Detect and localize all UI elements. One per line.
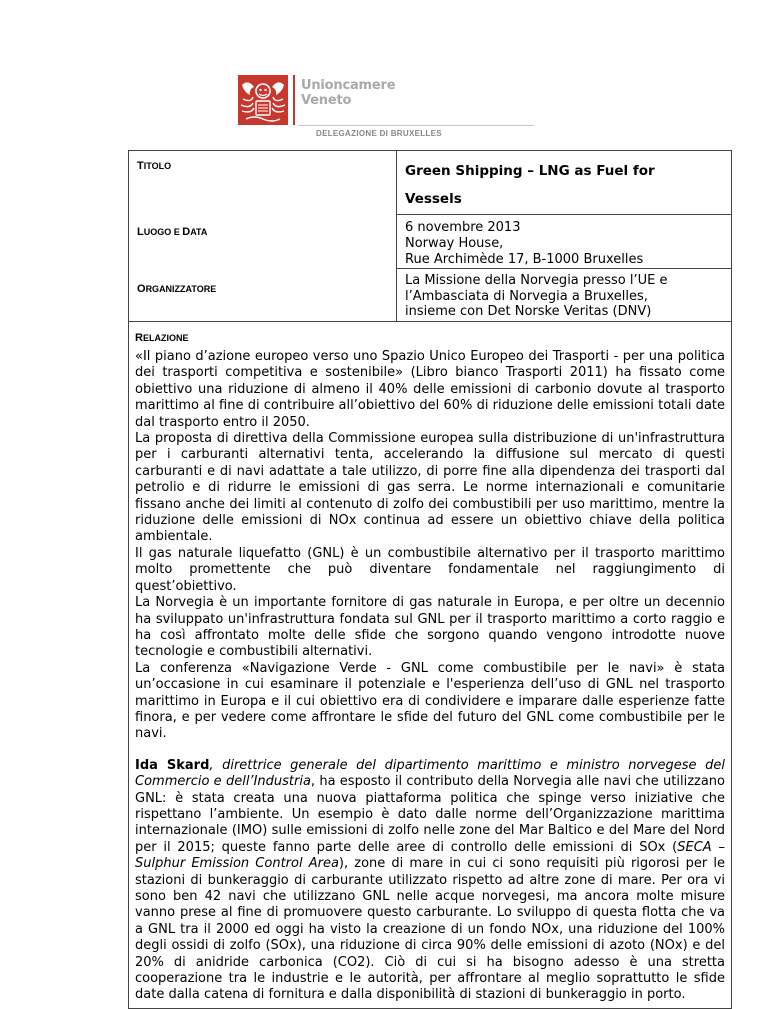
label-organizzatore: ORGANIZZATORE (137, 283, 217, 295)
seca-term: SECA – Sulphur Emission Control Area (135, 839, 725, 872)
brand-line-2: Veneto (301, 93, 352, 108)
paragraph-5: La conferenza «Navigazione Verde - GNL come combustibile per le navi» è stata un’occasione in cui esaminare il potenziale e l'esperienza dell’uso di GNL nel trasporto marittimo in Europa e il cui obiettivo era di condividere e imparare dalle esperienze fatte finora, e per vedere come affrontare le sfide del futuro del GNL come combustibile per le navi. (135, 660, 725, 742)
paragraph-1: «Il piano d’azione europeo verso uno Spazio Unico Europeo dei Trasporti - per una politica dei trasporti competitiva e sostenibile» (Libro bianco Trasporti 2011) ha fissato come obiettivo una riduzione di almeno il 40% delle emissioni di carbonio dovute al trasporto marittimo al fine di contribuire all’obiettivo del 60% di riduzione delle emissioni totali date dal trasporto entro il 2050. (135, 349, 725, 430)
brand-name (301, 78, 395, 108)
logo-divider (293, 75, 295, 125)
title-line-2: Vessels (405, 191, 462, 207)
logo-rule (298, 125, 534, 126)
title-line-1: Green Shipping – LNG as Fuel for (405, 163, 655, 179)
value-luogo-data (396, 215, 731, 269)
brand-line-1: Unioncamere (301, 78, 396, 93)
organizer-line-1: La Missione della Norvegia presso l’UE e (405, 273, 668, 288)
paragraph-4: La Norvegia è un importante fornitore di gas naturale in Europa, e per oltre un decennio ha sviluppato un'infrastruttura fondata sul GNL per il trasporto marittimo a corto raggio e ha così affrontato molte delle sfide che sorgono quando vengono introdotte nuove tecnologie e combustibili alternativi. (135, 595, 725, 660)
section-relazione (129, 321, 731, 1008)
value-titolo (396, 151, 731, 215)
paragraph-2: La proposta di direttiva della Commissione europea sulla distribuzione di un'infrastruttura per i carburanti alternativi tenta, accelerando la diffusione sul mercato di questi carburanti e di navi adattate a tale utilizzo, di porre fine alla dipendenza dei trasporti dal petrolio e di ridurre le emissioni di gas serra. Le norme internazionali e comunitarie fissano anche dei limiti al contenuto di zolfo dei combustibili per uso marittimo, mentre la riduzione delle emissioni di NOx continua ad essere un obiettivo chiave della politica ambientale. (135, 431, 725, 545)
row-titolo (129, 151, 731, 215)
paragraph-3: Il gas naturale liquefatto (GNL) è un combustibile alternativo per il trasporto marittimo molto promettente che può diventare fondamentale nel raggiungimento di quest’obiettivo. (135, 545, 725, 594)
event-address: Rue Archimède 17, B-1000 Bruxelles (405, 252, 644, 267)
brand-subtitle: DELEGAZIONE DI BRUXELLES (316, 129, 442, 138)
relazione-heading: RELAZIONE (135, 332, 189, 344)
label-titolo: TITOLO (137, 160, 172, 172)
header-logo (238, 75, 538, 137)
lion-of-saint-mark-icon (238, 75, 288, 125)
paragraph-6-part-a: , ha esposto il contributo della Norvegia alle navi che utilizzano GNL: è stata creata una nuova piattaforma politica che spinge verso iniziative che rispettano l’ambiente. Un esempio è dato dalle norme dell’Organizzazione marittima internazionale (IMO) sulle emissioni di zolfo nelle zone del Mar Baltico e del Mare del Nord per il 2015; queste fanno parte delle aree di controllo delle emissioni di SOx ( (135, 774, 725, 855)
paragraph-6 (135, 758, 725, 1004)
speaker-role: , direttrice generale del dipartimento marittimo e ministro norvegese del Commercio e dell’Industria (135, 757, 725, 790)
row-organizzatore (129, 269, 731, 321)
paragraph-gap (135, 743, 725, 758)
event-date: 6 novembre 2013 (405, 220, 521, 235)
paragraph-6-part-b: ), zone di mare in cui ci sono requisiti più rigorosi per le stazioni di bunkeraggio di carburante utilizzato rispetto ad altre zone di mare. Per ora vi sono ben 42 navi che utilizzano GNL nelle acque norvegesi, ma ancora molte misure vanno prese al fine di promuovere questo carburante. Lo sviluppo di questa flotta che va a GNL tra il 2000 ed oggi ha visto la creazione di un fondo NOx, una riduzione del 100% degli ossidi di zolfo (SOx), una riduzione di circa 90% delle emissioni di azoto (NOx) e del 20% di anidride carbonica (CO2). Ciò di cui si ha bisogno adesso è una stretta cooperazione tra le industrie e le autorità, per affrontare al meglio soprattutto le sfide date dalla catena di fornitura e dalla disponibilità di stazioni di bunkeraggio in porto. (135, 856, 725, 1003)
value-organizzatore (396, 269, 731, 321)
organizer-line-3: insieme con Det Norske Veritas (DNV) (405, 304, 652, 319)
report-table (128, 150, 732, 1009)
row-luogo-data (129, 215, 731, 269)
speaker-name: Ida Skard (135, 757, 210, 773)
label-luogo-data: LUOGO E DATA (137, 226, 208, 238)
organizer-line-2: l’Ambasciata di Norvegia a Bruxelles, (405, 288, 648, 304)
event-venue: Norway House, (405, 236, 504, 251)
